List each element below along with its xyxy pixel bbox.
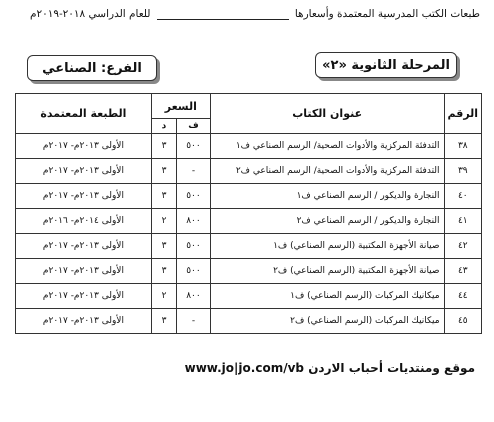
books-table	[15, 93, 482, 334]
footer-credit	[175, 361, 475, 375]
row-price-dinar: ٣	[151, 259, 176, 284]
table-row	[16, 234, 482, 259]
row-price-fils: ٥٠٠	[177, 234, 211, 259]
column-header-fils: ف	[177, 119, 211, 134]
row-price-dinar: ٢	[151, 284, 176, 309]
row-price-fils: ٨٠٠	[177, 209, 211, 234]
column-header-dinar: د	[151, 119, 176, 134]
header-year: للعام الدراسي ٢٠١٨-٢٠١٩م	[30, 8, 151, 20]
table-row	[16, 284, 482, 309]
branch-label-box	[27, 55, 157, 81]
row-price-fils: ٥٠٠	[177, 184, 211, 209]
table-row	[16, 159, 482, 184]
row-number: ٤٠	[444, 184, 481, 209]
table-row	[16, 184, 482, 209]
row-number: ٣٨	[444, 134, 481, 159]
stage-label: المرحلة الثانوية «٢»	[322, 57, 450, 73]
row-title: النجارة والديكور / الرسم الصناعي ف٢	[210, 209, 444, 234]
footer-url[interactable]: www.jo|jo.com/vb	[184, 361, 304, 375]
row-price-fils: ٥٠٠	[177, 134, 211, 159]
header-title: طبعات الكتب المدرسية المعتمدة وأسعارها	[294, 8, 480, 20]
row-edition: الأولى ٢٠١٣م- ٢٠١٧م	[16, 309, 152, 334]
row-edition: الأولى ٢٠١٣م- ٢٠١٧م	[16, 259, 152, 284]
page-header	[30, 4, 480, 24]
row-price-dinar: ٣	[151, 234, 176, 259]
table-row	[16, 209, 482, 234]
row-title: ميكانيك المركبات (الرسم الصناعي) ف١	[210, 284, 444, 309]
row-edition: الأولى ٢٠١٤م- ٢٠١٦م	[16, 209, 152, 234]
row-number: ٣٩	[444, 159, 481, 184]
column-header-title: عنوان الكتاب	[210, 94, 444, 134]
row-price-fils: ٥٠٠	[177, 259, 211, 284]
table-row	[16, 309, 482, 334]
row-number: ٤٢	[444, 234, 481, 259]
row-price-fils: -	[177, 309, 211, 334]
row-price-dinar: ٣	[151, 159, 176, 184]
row-edition: الأولى ٢٠١٣م- ٢٠١٧م	[16, 159, 152, 184]
row-edition: الأولى ٢٠١٣م- ٢٠١٧م	[16, 284, 152, 309]
row-number: ٤٤	[444, 284, 481, 309]
footer-site-text: موقع ومنتديات أحباب الاردن	[308, 361, 475, 375]
row-price-dinar: ٢	[151, 209, 176, 234]
row-title: ميكانيك المركبات (الرسم الصناعي) ف٢	[210, 309, 444, 334]
table-row	[16, 259, 482, 284]
row-title: النجارة والديكور / الرسم الصناعي ف١	[210, 184, 444, 209]
row-edition: الأولى ٢٠١٣م- ٢٠١٧م	[16, 134, 152, 159]
column-header-edition: الطبعة المعتمدة	[16, 94, 152, 134]
row-price-fils: ٨٠٠	[177, 284, 211, 309]
column-header-number: الرقم	[444, 94, 481, 134]
row-title: التدفئة المركزية والأدوات الصحية/ الرسم الصناعي ف٢	[210, 159, 444, 184]
row-edition: الأولى ٢٠١٣م- ٢٠١٧م	[16, 234, 152, 259]
row-title: صيانة الأجهزة المكتبية (الرسم الصناعي) ف١	[210, 234, 444, 259]
branch-label: الفرع: الصناعي	[42, 60, 142, 76]
row-title: صيانة الأجهزة المكتبية (الرسم الصناعي) ف٢	[210, 259, 444, 284]
row-price-fils: -	[177, 159, 211, 184]
row-title: التدفئة المركزية والأدوات الصحية/ الرسم الصناعي ف١	[210, 134, 444, 159]
row-price-dinar: ٣	[151, 184, 176, 209]
row-number: ٤٥	[444, 309, 481, 334]
row-edition: الأولى ٢٠١٣م- ٢٠١٧م	[16, 184, 152, 209]
row-number: ٤١	[444, 209, 481, 234]
row-price-dinar: ٣	[151, 309, 176, 334]
table-body	[16, 134, 482, 334]
table-row	[16, 134, 482, 159]
column-header-price: السعر	[151, 94, 210, 119]
stage-label-box	[315, 52, 457, 78]
row-number: ٤٣	[444, 259, 481, 284]
header-divider	[157, 9, 289, 20]
row-price-dinar: ٣	[151, 134, 176, 159]
